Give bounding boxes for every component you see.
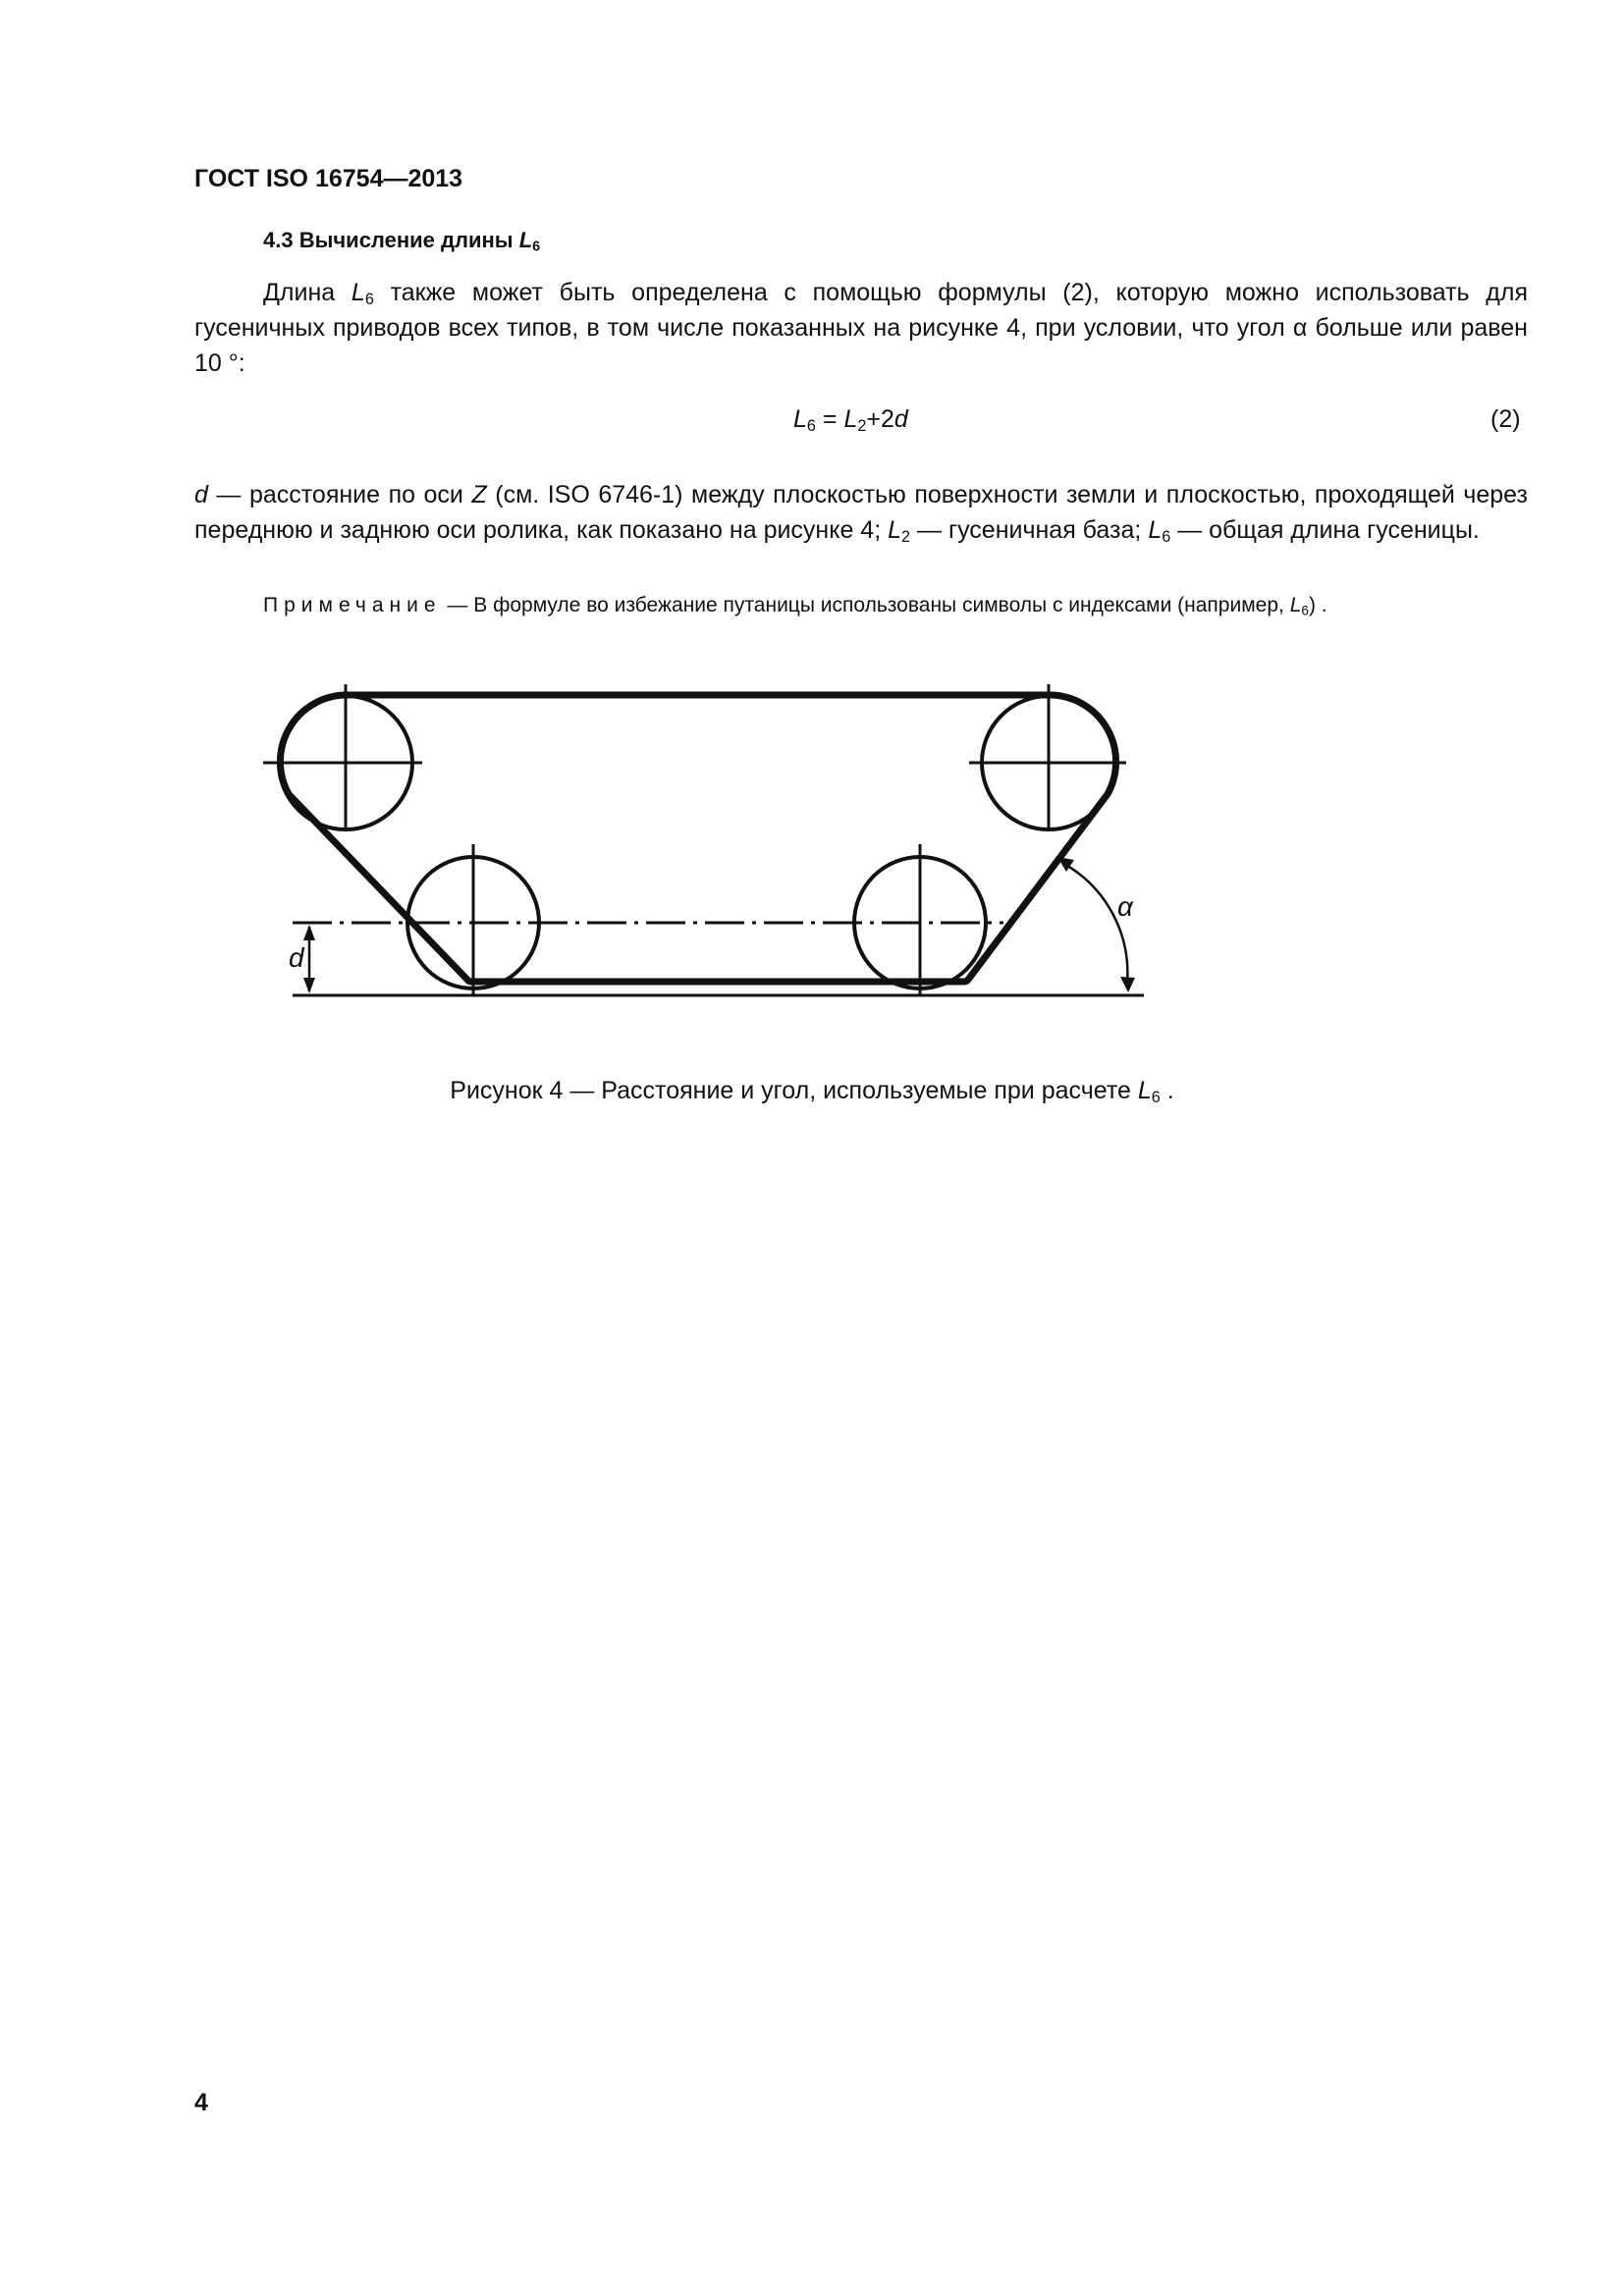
formula-rhs2: d (893, 405, 908, 433)
angle-alpha-arc (1062, 863, 1127, 983)
paragraph-intro (194, 275, 1528, 381)
page-number: 4 (194, 2089, 208, 2116)
def-d: d (194, 481, 208, 508)
label-alpha: α (1117, 891, 1133, 922)
alpha-arrow-bottom (1120, 977, 1135, 992)
caption-end: . (1160, 1077, 1174, 1104)
def-text-4: — общая длина гусеницы. (1170, 516, 1480, 544)
section-symbol-sub: 6 (532, 239, 541, 255)
caption-text: Рисунок 4 — Расстояние и угол, используемые при расчете (450, 1077, 1138, 1104)
figure-caption (0, 1077, 1624, 1105)
def-l2-sub: 2 (901, 528, 911, 547)
section-heading (263, 228, 540, 253)
def-l6-sub: 6 (1162, 528, 1171, 547)
caption-symbol: L (1137, 1077, 1152, 1104)
def-l2: L (888, 516, 902, 544)
label-d: d (289, 942, 304, 973)
section-number: 4.3 (263, 228, 294, 252)
formula (793, 405, 908, 434)
formula-lhs-sub: 6 (806, 417, 816, 436)
formula-rhs1-sub: 2 (857, 417, 867, 436)
paragraph-definitions (194, 477, 1528, 548)
formula-plus: +2 (866, 405, 894, 433)
dimension-d-arrow-top (303, 925, 315, 940)
note-symbol: L (1289, 594, 1302, 616)
section-symbol: L (518, 228, 533, 252)
para1-symbol-sub: 6 (364, 291, 374, 309)
formula-number: (2) (1490, 405, 1521, 433)
note-text-1: — В формуле во избежание путаницы использованы символы с индексами (например, (441, 594, 1290, 616)
figure-track-diagram (255, 667, 1168, 1021)
formula-eq: = (815, 405, 844, 433)
def-text-1: — расстояние по оси (207, 481, 472, 508)
def-text-2: (см. ISO 6746-1) между плоскостью поверхности земли и плоскостью, проходящей через переднюю и заднюю оси ролика, как показано на рисунке 4; (194, 481, 1528, 544)
note-text-2: ) . (1308, 594, 1327, 616)
dimension-d-arrow-bottom (303, 978, 315, 993)
def-z: Z (471, 481, 487, 508)
center-marks (263, 684, 1126, 996)
formula-lhs: L (793, 405, 807, 433)
document-header: ГОСТ ISO 16754—2013 (194, 165, 463, 192)
note-symbol-sub: 6 (1301, 603, 1309, 618)
para1-text-rest: также может быть определена с помощью формулы (2), которую можно использовать для гусеничных приводов всех типов, в том числе показанных на рисунке 4, при условии, что угол α больше или равен 10 °: (194, 279, 1528, 377)
para1-text-start: Длина (263, 279, 352, 306)
caption-symbol-sub: 6 (1151, 1089, 1161, 1107)
section-title: Вычисление длины (298, 228, 514, 252)
note (194, 589, 1528, 622)
def-text-3: — гусеничная база; (910, 516, 1149, 544)
para1-symbol: L (351, 279, 365, 306)
note-label: Примечание (263, 594, 442, 616)
def-l6: L (1148, 516, 1163, 544)
formula-rhs1: L (843, 405, 858, 433)
